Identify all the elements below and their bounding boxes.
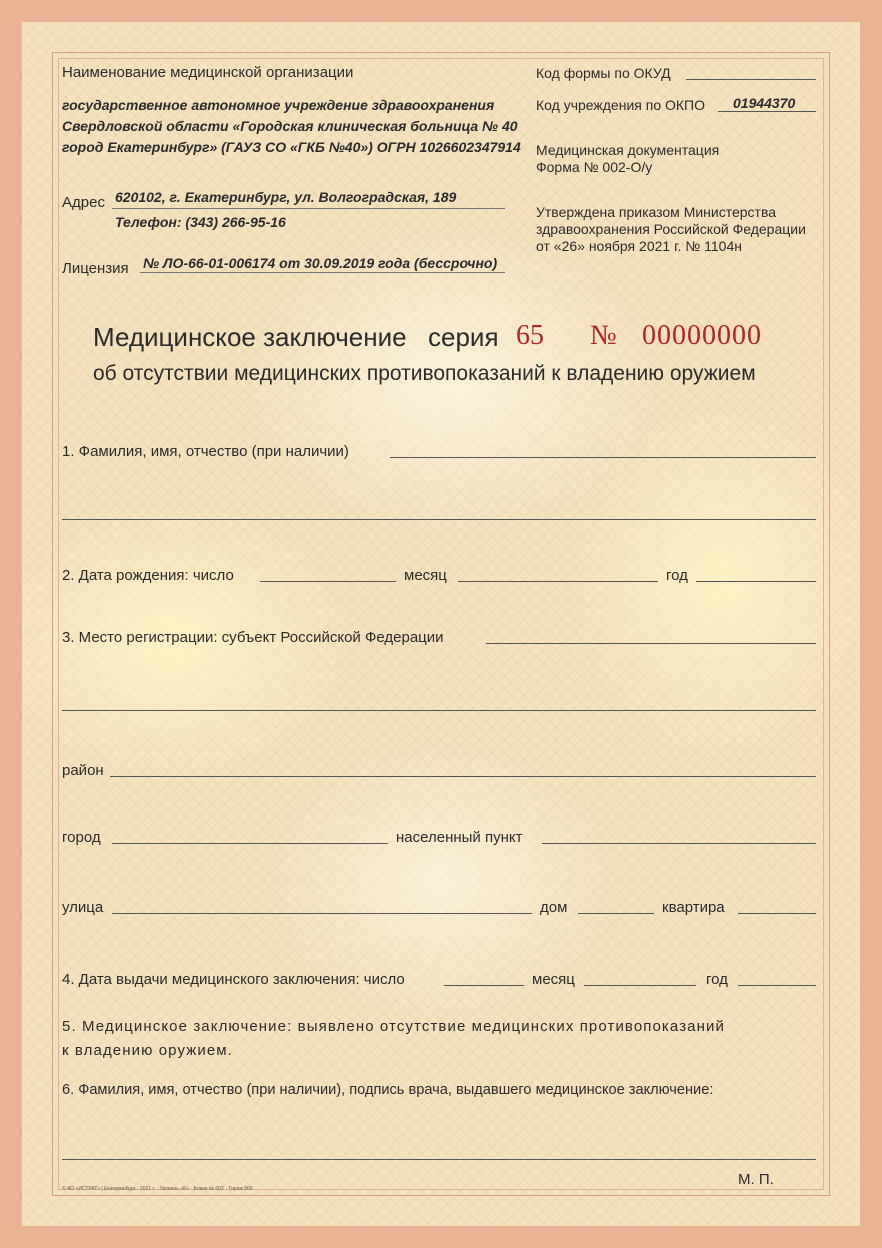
birth-day-field[interactable] [260, 581, 396, 582]
district-field[interactable] [110, 776, 816, 777]
okud-field [686, 79, 816, 80]
license-value: № ЛО-66-01-006174 от 30.09.2019 года (бессрочно) [143, 255, 498, 271]
field-6-label: 6. Фамилия, имя, отчество (при наличии), подпись врача, выдавшего медицинское заключение: [62, 1082, 714, 1098]
doctor-signature-field[interactable] [62, 1159, 816, 1160]
apartment-label: квартира [662, 899, 725, 916]
street-label: улица [62, 899, 104, 916]
address-label: Адрес [62, 194, 105, 211]
form-number: Форма № 002-О/у [536, 159, 653, 175]
settlement-label: населенный пункт [396, 829, 523, 846]
field-5-line1: 5. Медицинское заключение: выявлено отсутствие медицинских противопоказаний [62, 1018, 725, 1035]
license-label: Лицензия [62, 260, 129, 277]
stamp-place: М. П. [738, 1171, 774, 1188]
region-field[interactable] [486, 643, 816, 644]
number-value: 00000000 [642, 320, 762, 351]
org-name-line2: Свердловской области «Городская клиническая больница № 40 [62, 118, 518, 134]
med-doc-label: Медицинская документация [536, 142, 720, 158]
birth-month-field[interactable] [458, 581, 658, 582]
okpo-value: 01944370 [733, 95, 796, 111]
issue-year-label: год [706, 971, 728, 988]
approved-line3: от «26» ноября 2021 г. № 1104н [536, 238, 742, 254]
field-2-label: 2. Дата рождения: число [62, 567, 234, 584]
field-4-label: 4. Дата выдачи медицинского заключения: число [62, 971, 405, 988]
house-field[interactable] [578, 913, 654, 914]
birth-year-field[interactable] [696, 581, 816, 582]
org-label: Наименование медицинской организации [62, 64, 354, 81]
issue-month-field[interactable] [584, 985, 696, 986]
approved-line1: Утверждена приказом Министерства [536, 204, 777, 220]
phone-value: Телефон: (343) 266-95-16 [115, 214, 286, 230]
number-sign: № [590, 320, 617, 351]
city-field[interactable] [112, 843, 388, 844]
birth-month-label: месяц [404, 567, 447, 584]
address-underline [112, 208, 505, 209]
okpo-underline [718, 111, 816, 112]
approved-line2: здравоохранения Российской Федерации [536, 221, 806, 237]
street-field[interactable] [112, 913, 532, 914]
license-underline [140, 272, 505, 273]
settlement-field[interactable] [542, 843, 816, 844]
series-value: 65 [516, 320, 544, 351]
printer-imprint: © АО «ИСТРАТ» | Екатеринбург · 2021 г. · Уровень «Б» · Бланк № 002 · Тираж 800 [62, 1186, 253, 1192]
full-name-field[interactable] [390, 457, 816, 458]
apartment-field[interactable] [738, 913, 816, 914]
birth-year-label: год [666, 567, 688, 584]
issue-month-label: месяц [532, 971, 575, 988]
okud-label: Код формы по ОКУД [536, 65, 671, 81]
city-label: город [62, 829, 101, 846]
okpo-label: Код учреждения по ОКПО [536, 97, 705, 113]
issue-day-field[interactable] [444, 985, 524, 986]
field-5-line2: к владению оружием. [62, 1042, 233, 1059]
issue-year-field[interactable] [738, 985, 816, 986]
field-1-label: 1. Фамилия, имя, отчество (при наличии) [62, 443, 349, 460]
full-name-field-cont[interactable] [62, 519, 816, 520]
title-subtitle: об отсутствии медицинских противопоказаний к владению оружием [93, 362, 756, 385]
series-label: серия [428, 322, 499, 352]
title-main: Медицинское заключение [93, 322, 407, 352]
org-name-line3: город Екатеринбург» (ГАУЗ СО «ГКБ №40») ОГРН 1026602347914 [62, 139, 521, 155]
field-3-label: 3. Место регистрации: субъект Российской Федерации [62, 629, 444, 646]
district-label: район [62, 762, 104, 779]
region-field-cont[interactable] [62, 710, 816, 711]
house-label: дом [540, 899, 568, 916]
address-value: 620102, г. Екатеринбург, ул. Волгоградская, 189 [115, 189, 457, 205]
org-name-line1: государственное автономное учреждение здравоохранения [62, 97, 495, 113]
